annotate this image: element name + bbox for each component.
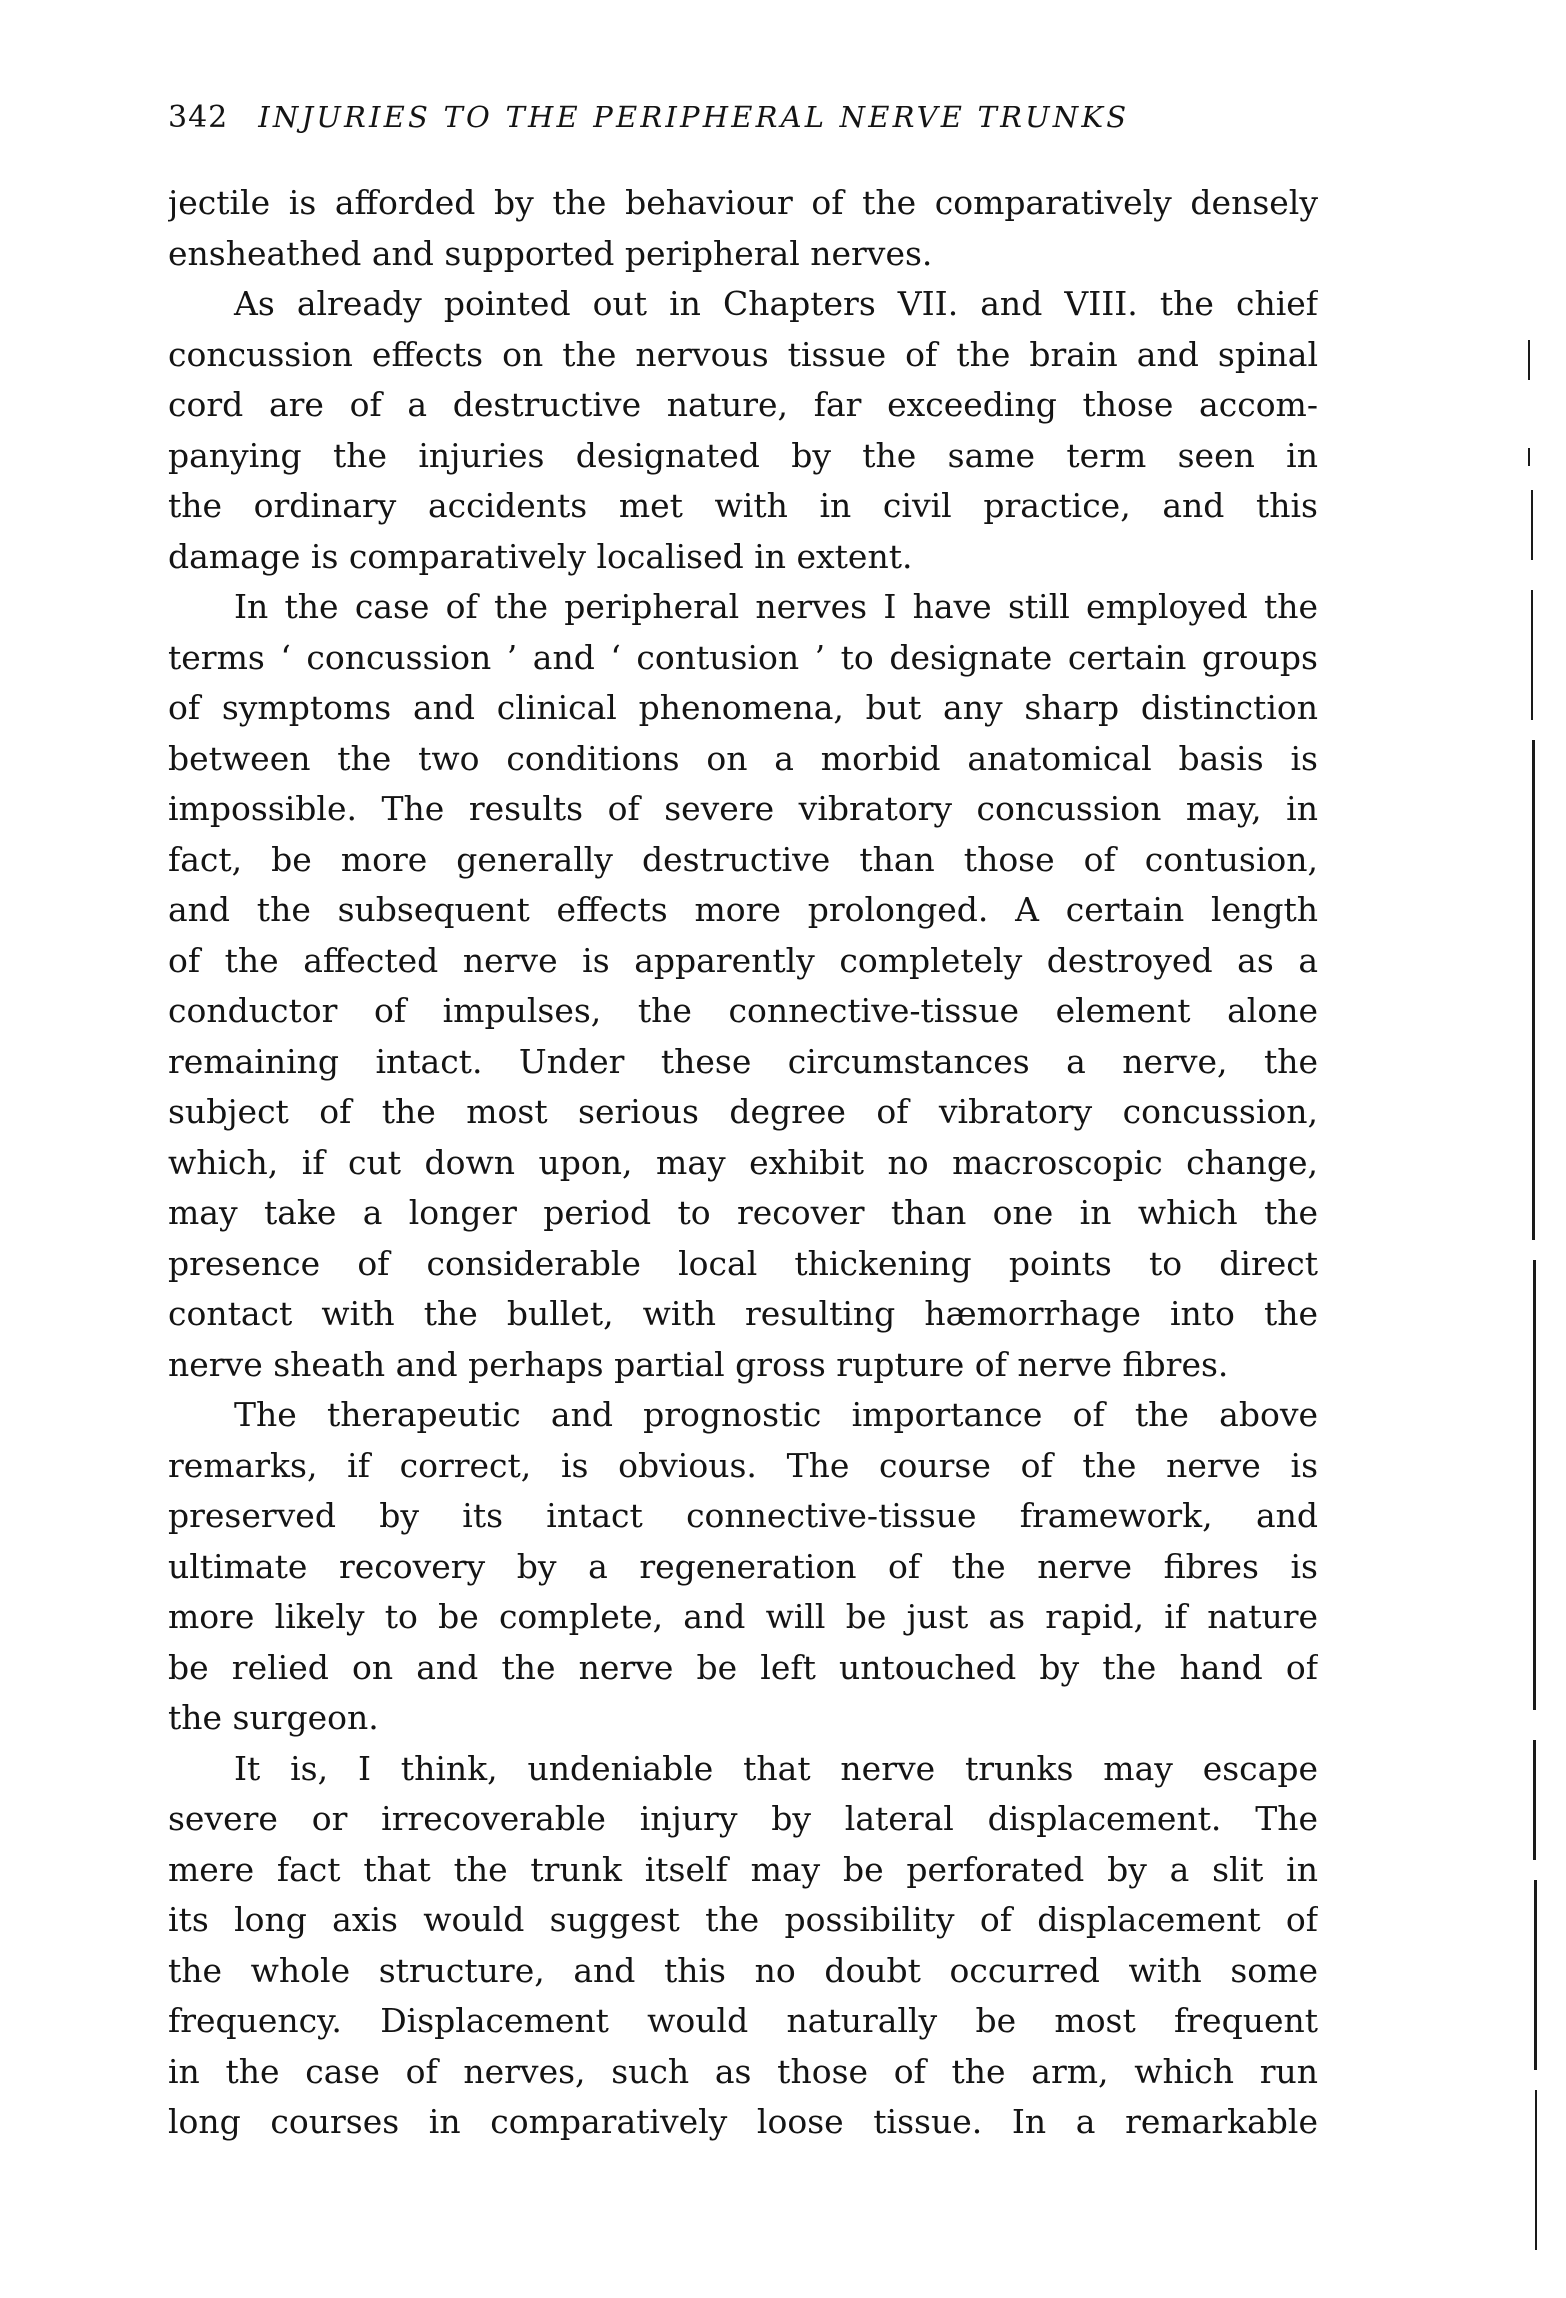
scan-edge-mark [1532, 740, 1535, 1240]
scan-edge-mark [1533, 1740, 1536, 1860]
text-line: The therapeutic and prognostic importance of the above [234, 1395, 1318, 1434]
text-line: which, if cut down upon, may exhibit no macroscopic change, [168, 1142, 1318, 1182]
scan-edge-mark [1533, 1260, 1536, 1710]
text-line: of the affected nerve is apparently completely destroyed as a [168, 940, 1318, 980]
text-line: impossible. The results of severe vibratory concussion may, in [168, 789, 1318, 828]
text-line: ultimate recovery by a regeneration of the nerve fibres is [168, 1546, 1318, 1586]
scan-edge-mark [1535, 2090, 1537, 2250]
body-text [168, 178, 1318, 2148]
page-number: 342 [168, 100, 229, 135]
text-line: its long axis would suggest the possibility of displacement of [168, 1900, 1318, 1939]
scan-edge-mark [1528, 340, 1530, 380]
text-line: more likely to be complete, and will be just as rapid, if nature [168, 1597, 1318, 1636]
text-line: frequency. Displacement would naturally be most frequent [168, 2001, 1318, 2040]
text-line: in the case of nerves, such as those of the arm, which run [168, 2051, 1318, 2091]
text-line: panying the injuries designated by the same term seen in [168, 435, 1318, 475]
text-line: subject of the most serious degree of vibratory concussion, [168, 1092, 1318, 1131]
text-line: and the subsequent effects more prolonged. A certain length [168, 890, 1318, 929]
text-line: the ordinary accidents met with in civil practice, and this [168, 486, 1318, 525]
text-line: between the two conditions on a morbid anatomical basis is [168, 738, 1318, 778]
text-line: As already pointed out in Chapters VII. and VIII. the chief [234, 284, 1318, 323]
text-line: It is, I think, undeniable that nerve trunks may escape [234, 1748, 1318, 1788]
text-line: concussion effects on the nervous tissue of the brain and spinal [168, 334, 1318, 374]
text-line: the whole structure, and this no doubt occurred with some [168, 1950, 1318, 1990]
text-line: remaining intact. Under these circumstances a nerve, the [168, 1041, 1318, 1081]
running-title: INJURIES TO THE PERIPHERAL NERVE TRUNKS [258, 100, 1130, 134]
scan-edge-mark [1528, 448, 1530, 466]
text-line: preserved by its intact connective-tissue framework, and [168, 1496, 1318, 1535]
text-line: may take a longer period to recover than one in which the [168, 1193, 1318, 1232]
text-line: conductor of impulses, the connective-tissue element alone [168, 991, 1318, 1030]
scan-edge-mark [1531, 490, 1533, 560]
text-line: presence of considerable local thickening points to direct [168, 1243, 1318, 1283]
text-line: terms ‘ concussion ’ and ‘ contusion ’ to designate certain groups [168, 637, 1318, 677]
text-line: cord are of a destructive nature, far exceeding those accom- [168, 385, 1318, 424]
text-line: long courses in comparatively loose tissue. In a remarkable [168, 2102, 1318, 2141]
text-line: ensheathed and supported peripheral nerves. [168, 233, 933, 273]
running-head [168, 100, 1318, 160]
text-line: In the case of the peripheral nerves I have still employed the [234, 587, 1318, 626]
text-line: fact, be more generally destructive than those of contusion, [168, 839, 1318, 879]
text-line: be relied on and the nerve be left untouched by the hand of [168, 1647, 1318, 1687]
text-line: nerve sheath and perhaps partial gross rupture of nerve fibres. [168, 1344, 1229, 1384]
text-line: mere fact that the trunk itself may be perforated by a slit in [168, 1849, 1318, 1889]
text-line: remarks, if correct, is obvious. The course of the nerve is [168, 1445, 1318, 1485]
text-line: contact with the bullet, with resulting hæmorrhage into the [168, 1294, 1318, 1333]
scan-edge-mark [1534, 1880, 1537, 2070]
scan-edge-mark [1531, 590, 1533, 720]
text-line: of symptoms and clinical phenomena, but any sharp distinction [168, 688, 1318, 727]
text-line: the surgeon. [168, 1698, 379, 1737]
text-line: jectile is afforded by the behaviour of the comparatively densely [168, 183, 1318, 222]
text-line: damage is comparatively localised in extent. [168, 536, 913, 576]
text-line: severe or irrecoverable injury by lateral displacement. The [168, 1799, 1318, 1838]
